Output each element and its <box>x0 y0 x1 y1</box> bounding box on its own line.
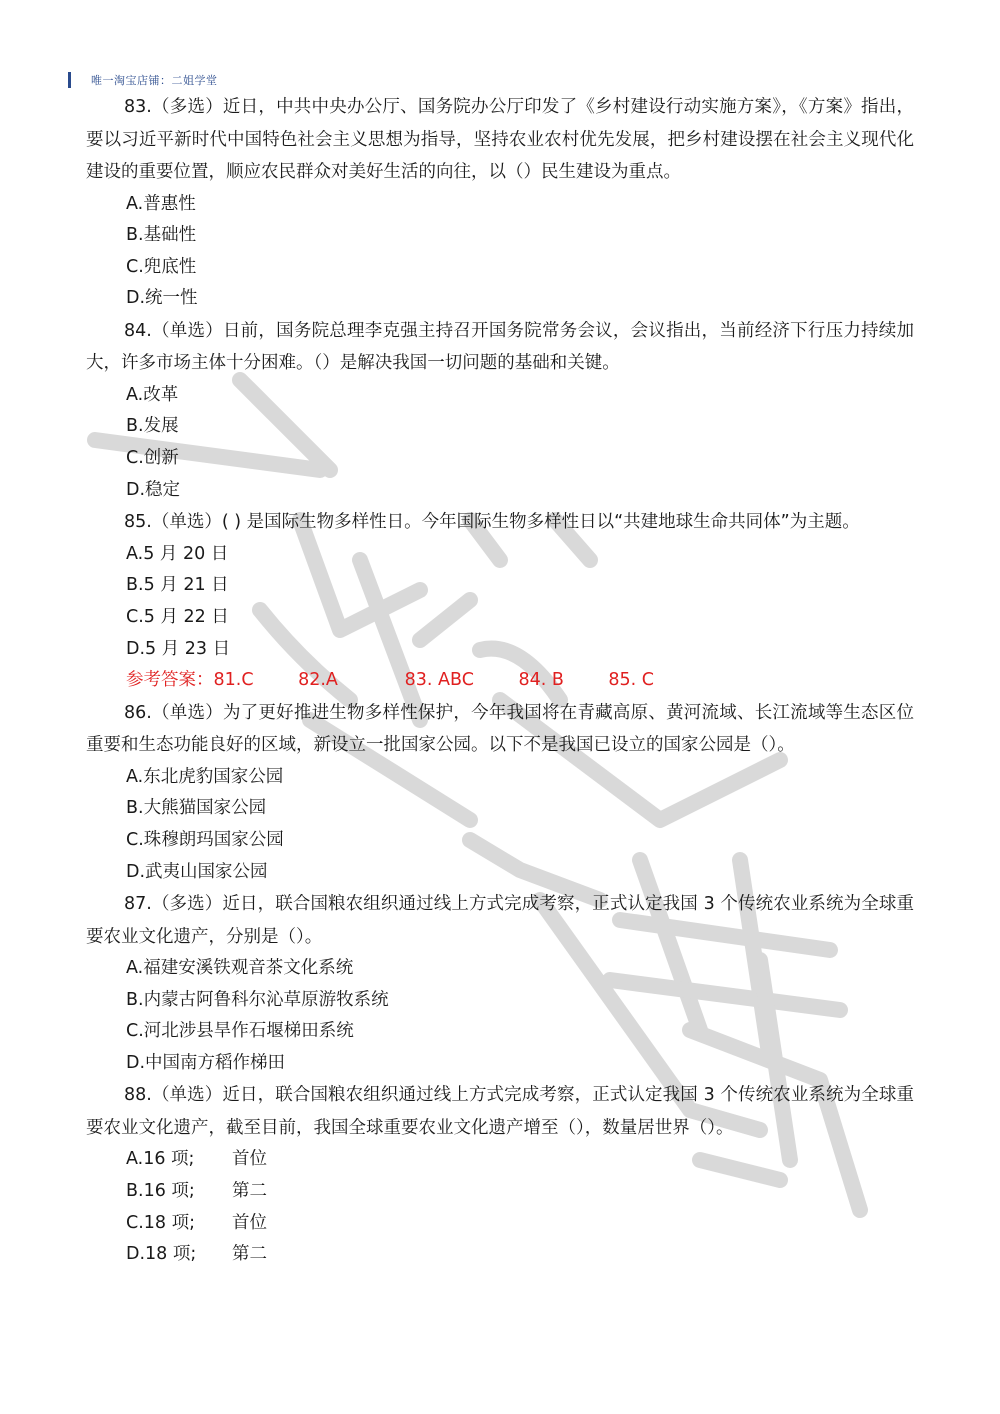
question-86-option-d: D.武夷山国家公园 <box>126 861 268 882</box>
question-88-option-c: C.18 项; 首位 <box>126 1212 267 1233</box>
question-86-option-a: A.东北虎豹国家公园 <box>126 766 284 787</box>
question-83-option-c: C.兜底性 <box>126 256 197 277</box>
question-83-option-d: D.统一性 <box>126 288 198 309</box>
answer-item: 83. ABC <box>404 670 474 691</box>
question-87-option-a: A.福建安溪铁观音茶文化系统 <box>126 958 354 979</box>
answer-item: 82.A <box>298 670 338 691</box>
question-83-option-b: B.基础性 <box>126 225 197 246</box>
question-85-option-a: A.5 月 20 日 <box>126 543 229 564</box>
question-87-stem: 87.（多选）近日，联合国粮农组织通过线上方式完成考察，正式认定我国 3 个传统农业系统为全球重要农业文化遗产，分别是（）。 <box>86 894 914 947</box>
answers-label: 参考答案： <box>126 670 214 691</box>
question-84-option-b: B.发展 <box>126 416 179 437</box>
question-88-option-b: B.16 项; 第二 <box>126 1181 267 1202</box>
answer-item: 85. C <box>608 670 655 691</box>
page-header <box>68 72 218 88</box>
question-87-option-b: B.内蒙古阿鲁科尔沁草原游牧系统 <box>126 989 389 1010</box>
question-84-stem: 84.（单选）日前，国务院总理李克强主持召开国务院常务会议，会议指出，当前经济下行压力持续加大，许多市场主体十分困难。（）是解决我国一切问题的基础和关键。 <box>86 320 914 374</box>
question-83-stem: 83.（多选）近日，中共中央办公厅、国务院办公厅印发了《乡村建设行动实施方案》，《方案》指出，要以习近平新时代中国特色社会主义思想为指导，坚持农业农村优先发展，把乡村建设摆在社会主义现代化建设的重要位置，顺应农民群众对美好生活的向往，以（）民生建设为重点。 <box>86 97 914 182</box>
question-85-option-d: D.5 月 23 日 <box>126 638 231 659</box>
question-83-option-a: A.普惠性 <box>126 193 196 214</box>
answer-item: 81.C <box>213 670 254 691</box>
header-accent-bar <box>68 72 71 88</box>
question-88-option-a: A.16 项; 首位 <box>126 1149 267 1170</box>
reference-answers <box>86 665 914 697</box>
question-84-option-a: A.改革 <box>126 384 179 405</box>
answer-item: 84. B <box>518 670 564 691</box>
question-84-option-c: C.创新 <box>126 448 179 469</box>
question-86-option-c: C.珠穆朗玛国家公园 <box>126 829 284 850</box>
question-85-option-c: C.5 月 22 日 <box>126 606 229 627</box>
question-88-stem: 88.（单选）近日，联合国粮农组织通过线上方式完成考察，正式认定我国 3 个传统农业系统为全球重要农业文化遗产，截至目前，我国全球重要农业文化遗产增至（），数量居世界（）。 <box>86 1085 914 1138</box>
question-87-option-d: D.中国南方稻作梯田 <box>126 1052 286 1073</box>
question-86-stem: 86.（单选）为了更好推进生物多样性保护，今年我国将在青藏高原、黄河流域、长江流域等生态区位重要和生态功能良好的区域，新设立一批国家公园。以下不是我国已设立的国家公园是（）。 <box>86 702 914 756</box>
question-85-option-b: B.5 月 21 日 <box>126 575 229 596</box>
question-86-option-b: B.大熊猫国家公园 <box>126 798 267 819</box>
question-88-option-d: D.18 项; 第二 <box>126 1244 267 1265</box>
question-85-stem: 85.（单选）( ) 是国际生物多样性日。今年国际生物多样性日以“共建地球生命共同体”为主题。 <box>124 512 860 533</box>
shop-label: 唯一淘宝店铺：二姐学堂 <box>91 74 218 87</box>
question-list <box>86 91 914 1271</box>
question-84-option-d: D.稳定 <box>126 479 181 500</box>
question-87-option-c: C.河北涉县旱作石堰梯田系统 <box>126 1021 354 1042</box>
